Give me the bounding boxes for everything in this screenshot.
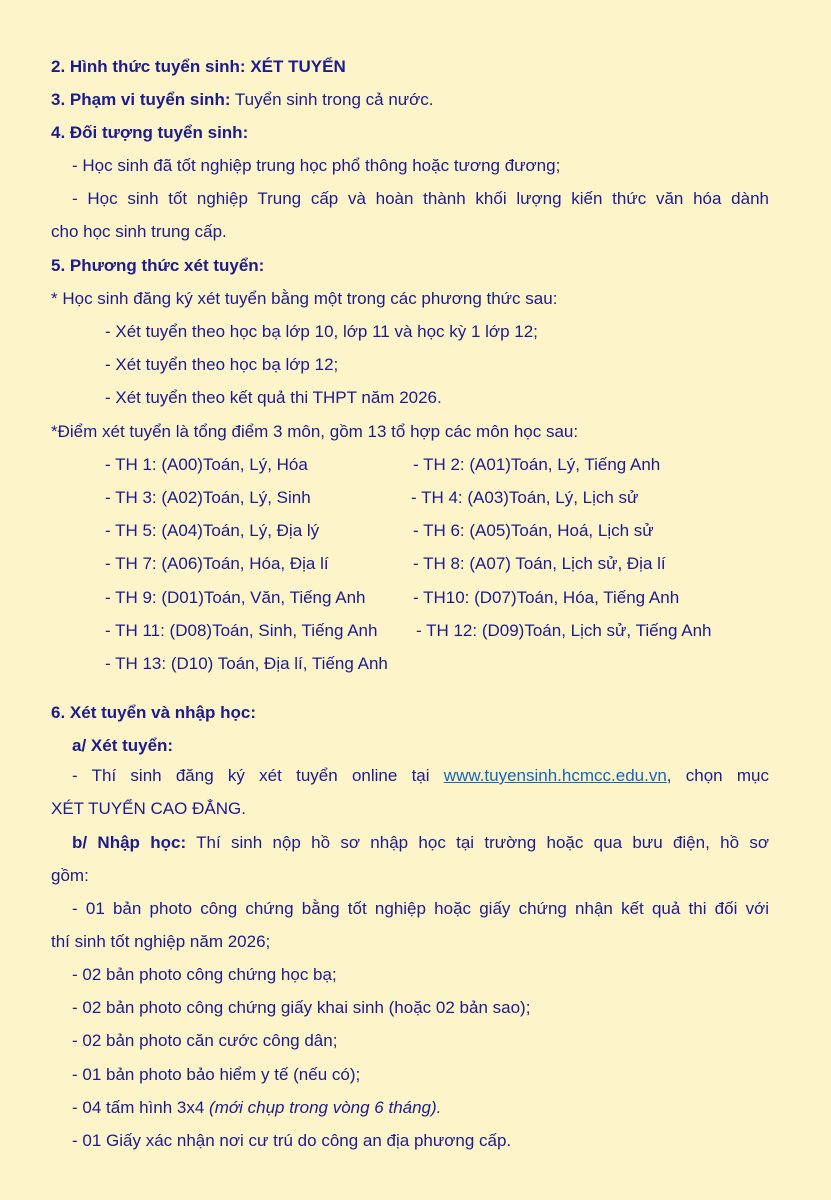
method-item: - Xét tuyển theo kết quả thi THPT năm 2026. xyxy=(105,388,442,407)
combo-item: - TH 7: (A06)Toán, Hóa, Địa lí xyxy=(105,554,329,573)
combo-item: - TH 8: (A07) Toán, Lịch sử, Địa lí xyxy=(413,554,666,573)
section-2-value: XÉT TUYỂN xyxy=(250,57,346,76)
combo-row xyxy=(105,620,805,642)
enrollment-text: Thí sinh nộp hồ sơ nhập học tại trường hoặc qua bưu điện, hồ sơ xyxy=(196,833,769,852)
admission-text: - Thí sinh đăng ký xét tuyển online tại xyxy=(72,766,430,785)
doc-item: - 01 bản photo công chứng bằng tốt nghiệp hoặc giấy chứng nhận kết quả thi đối với xyxy=(72,899,769,918)
methods-intro: * Học sinh đăng ký xét tuyển bằng một trong các phương thức sau: xyxy=(51,289,558,308)
combo-item: - TH 2: (A01)Toán, Lý, Tiếng Anh xyxy=(413,455,661,474)
combo-row xyxy=(105,487,805,509)
enrollment-line-2: gồm: xyxy=(51,866,89,885)
section-4-item-2-line-2: cho học sinh trung cấp. xyxy=(51,222,227,241)
admission-website-link[interactable]: www.tuyensinh.hcmcc.edu.vn xyxy=(443,766,667,785)
section-3-label: 3. Phạm vi tuyển sinh: xyxy=(51,90,231,109)
combo-item: - TH 12: (D09)Toán, Lịch sử, Tiếng Anh xyxy=(416,621,712,640)
combo-row xyxy=(105,520,805,542)
admission-line-2: XÉT TUYỂN CAO ĐẲNG. xyxy=(51,799,246,818)
combo-item: - TH 6: (A05)Toán, Hoá, Lịch sử xyxy=(413,521,654,540)
combo-row xyxy=(105,553,805,575)
doc-item-continued: thí sinh tốt nghiệp năm 2026; xyxy=(51,932,271,951)
photo-text: - 04 tấm hình 3x4 xyxy=(72,1098,205,1117)
combo-item: - TH 4: (A03)Toán, Lý, Lịch sử xyxy=(411,488,639,507)
doc-item: - 02 bản photo công chứng giấy khai sinh (hoặc 02 bản sao); xyxy=(72,998,531,1017)
admission-heading: a/ Xét tuyển: xyxy=(72,736,174,755)
section-2-label: 2. Hình thức tuyển sinh: xyxy=(51,57,246,76)
section-5-heading: 5. Phương thức xét tuyển: xyxy=(51,256,265,275)
doc-item: - 02 bản photo căn cước công dân; xyxy=(72,1031,338,1050)
combo-row xyxy=(105,454,805,476)
combo-item: - TH 3: (A02)Toán, Lý, Sinh xyxy=(105,488,311,507)
section-3 xyxy=(51,89,434,111)
combo-item: - TH 1: (A00)Toán, Lý, Hóa xyxy=(105,455,308,474)
section-4-item-2-line-1: - Học sinh tốt nghiệp Trung cấp và hoàn thành khối lượng kiến thức văn hóa dành xyxy=(72,189,769,208)
combo-item: - TH10: (D07)Toán, Hóa, Tiếng Anh xyxy=(413,588,680,607)
combos-intro: *Điểm xét tuyển là tổng điểm 3 môn, gồm 13 tổ hợp các môn học sau: xyxy=(51,422,579,441)
combo-item: - TH 13: (D10) Toán, Địa lí, Tiếng Anh xyxy=(105,654,388,673)
combo-row xyxy=(105,587,805,609)
doc-item: - 01 bản photo bảo hiểm y tế (nếu có); xyxy=(72,1065,361,1084)
doc-item: - 01 Giấy xác nhận nơi cư trú do công an địa phương cấp. xyxy=(72,1131,512,1150)
combo-item: - TH 9: (D01)Toán, Văn, Tiếng Anh xyxy=(105,588,366,607)
doc-item: - 02 bản photo công chứng học bạ; xyxy=(72,965,337,984)
method-item: - Xét tuyển theo học bạ lớp 12; xyxy=(105,355,339,374)
combo-item: - TH 5: (A04)Toán, Lý, Địa lý xyxy=(105,521,320,540)
photo-note: (mới chụp trong vòng 6 tháng). xyxy=(209,1098,442,1117)
section-4-item-1: - Học sinh đã tốt nghiệp trung học phổ thông hoặc tương đương; xyxy=(72,156,561,175)
enrollment-line-1 xyxy=(72,832,769,854)
method-item: - Xét tuyển theo học bạ lớp 10, lớp 11 và học kỳ 1 lớp 12; xyxy=(105,322,538,341)
admission-line-1 xyxy=(72,765,769,787)
section-6-heading: 6. Xét tuyển và nhập học: xyxy=(51,703,256,722)
doc-item-photo xyxy=(72,1097,441,1119)
enrollment-label: b/ Nhập học: xyxy=(72,833,187,852)
section-4-heading: 4. Đối tượng tuyển sinh: xyxy=(51,123,249,142)
combo-item: - TH 11: (D08)Toán, Sinh, Tiếng Anh xyxy=(105,621,378,640)
section-2 xyxy=(51,56,346,78)
section-3-value: Tuyển sinh trong cả nước. xyxy=(234,90,434,109)
admission-text-after: , chọn mục xyxy=(666,766,770,785)
